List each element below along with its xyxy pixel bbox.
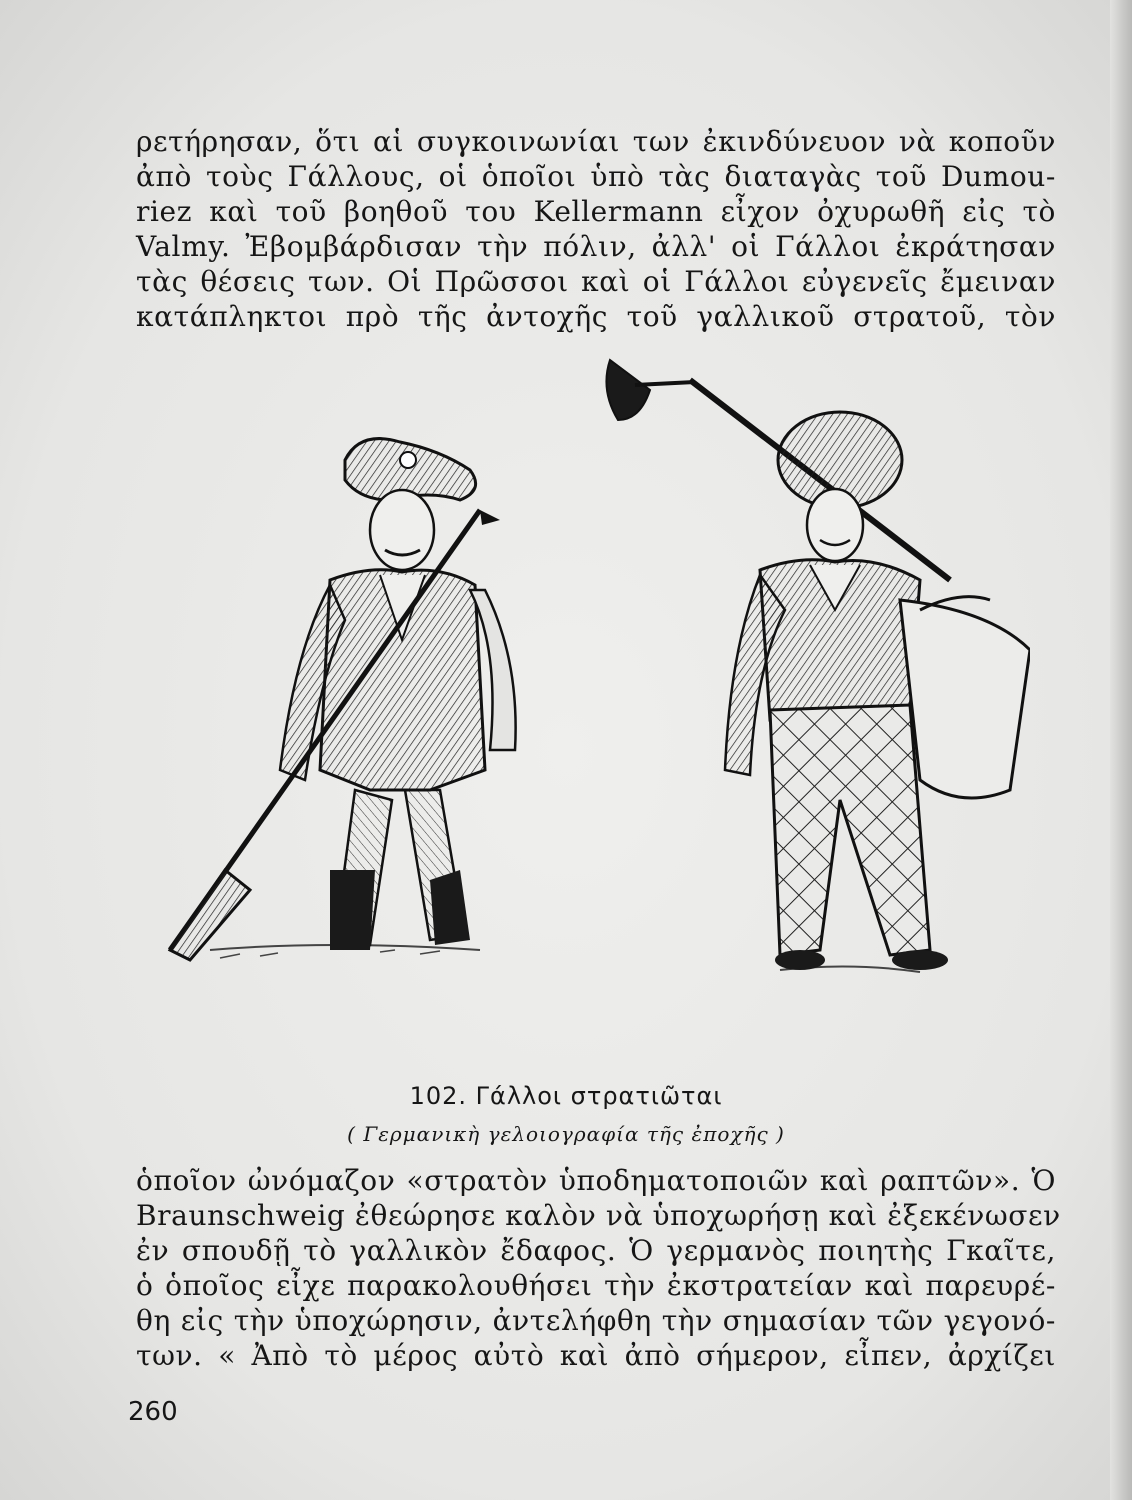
right-soldier-figure [606, 360, 1030, 972]
text-line: riez καὶ τοῦ βοηθοῦ του Kellermann εἶχον ὀχυρωθῆ εἰς τὸ [136, 195, 1056, 228]
text-line: ὁ ὁποῖος εἶχε παρακολουθήσει τὴν ἐκστρατείαν καὶ παρευρέ- [136, 1269, 1056, 1302]
bottom-paragraph [136, 1163, 1061, 1373]
text-line: ἀπὸ τοὺς Γάλλους, οἱ ὁποῖοι ὑπὸ τὰς διαταγὰς τοῦ Dumou- [136, 160, 1056, 193]
text-line: Valmy. Ἐβομβάρδισαν τὴν πόλιν, ἀλλ' οἱ Γάλλοι ἐκράτησαν [136, 230, 1056, 263]
page-number: 260 [128, 1397, 178, 1427]
text-line: των. « Ἀπὸ τὸ μέρος αὐτὸ καὶ ἀπὸ σήμερον, εἶπεν, ἀρχίζει [136, 1339, 1056, 1372]
text-line: ρετήρησαν, ὅτι αἱ συγκοινωνίαι των ἐκινδύνευον νὰ κοποῦν [136, 125, 1056, 158]
text-line: ὁποῖον ὠνόμαζον «στρατὸν ὑποδηματοποιῶν καὶ ραπτῶν». Ὁ [136, 1164, 1056, 1197]
page-edge [1110, 0, 1132, 1500]
figure-caption: 102. Γάλλοι στρατιῶται [409, 1082, 723, 1110]
text-line: ἐν σπουδῇ τὸ γαλλικὸν ἔδαφος. Ὁ γερμανὸς ποιητὴς Γκαῖτε, [136, 1234, 1056, 1267]
text-line: κατάπληκτοι πρὸ τῆς ἀντοχῆς τοῦ γαλλικοῦ στρατοῦ, τὸν [136, 300, 1056, 333]
top-paragraph [136, 124, 1056, 334]
soldiers-engraving [130, 350, 1030, 1070]
text-line: Braunschweig ἐθεώρησε καλὸν νὰ ὑποχωρήσῃ καὶ ἐξεκένωσεν [136, 1199, 1061, 1232]
text-line: τὰς θέσεις των. Οἱ Πρῶσσοι καὶ οἱ Γάλλοι εὐγενεῖς ἔμειναν [136, 265, 1056, 298]
figure-subcaption: ( Γερμανικὴ γελοιογραφία τῆς ἐποχῆς ) [347, 1122, 785, 1146]
left-soldier-figure [170, 439, 516, 960]
text-line: θη εἰς τὴν ὑποχώρησιν, ἀντελήφθη τὴν σημασίαν τῶν γεγονό- [136, 1304, 1056, 1337]
